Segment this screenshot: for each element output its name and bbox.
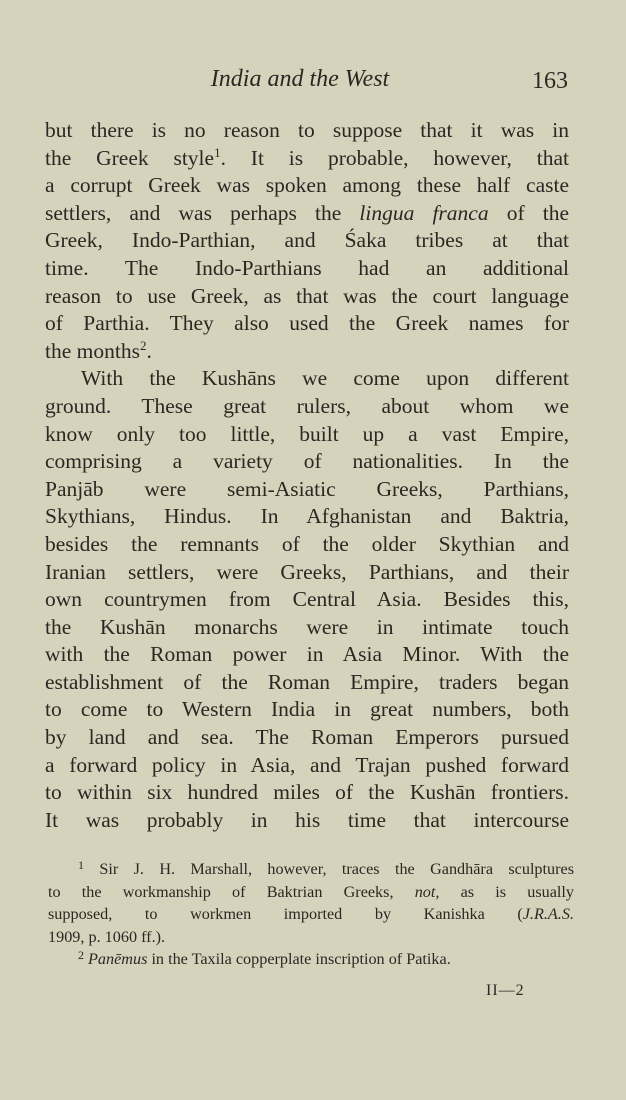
text-line: establishment of the Roman Empire, traders began [45, 669, 569, 694]
text-line: besides the remnants of the older Skythian and [45, 531, 569, 556]
text-line: settlers, and was perhaps the lingua franca of the [45, 200, 569, 225]
text-line: ground. These great rulers, about whom we [45, 393, 569, 418]
footnote-line: 1909, p. 1060 ff.). [48, 927, 166, 946]
text-line: the Kushān monarchs were in intimate touch [45, 614, 569, 639]
text-line: Panjāb were semi-Asiatic Greeks, Parthians, [45, 476, 569, 501]
footnote-mark: 1 [78, 858, 84, 872]
text-line: With the Kushāns we come upon different [81, 366, 569, 391]
footnote-line: to the workmanship of Baktrian Greeks, not, as is usually [48, 882, 575, 901]
text-line: Skythians, Hindus. In Afghanistan and Baktria, [45, 504, 569, 529]
footnote-ref: 2 [139, 337, 147, 353]
footnotes [48, 858, 574, 971]
text-line: Greek, Indo-Parthian, and Śaka tribes at that [45, 228, 569, 253]
signature-mark: II—2 [486, 982, 525, 999]
text-line: own countrymen from Central Asia. Besides this, [45, 587, 569, 612]
text-line: time. The Indo-Parthians had an additional [45, 255, 569, 280]
text-line: know only too little, built up a vast Empire, [45, 421, 569, 446]
footnote-mark: 2 [78, 948, 84, 963]
text-line: Iranian settlers, were Greeks, Parthians, and their [45, 559, 569, 584]
text-line: the months$^2$. [45, 337, 152, 363]
body-text [45, 117, 569, 834]
text-line: reason to use Greek, as that was the court language [45, 283, 569, 308]
text-line: comprising a variety of nationalities. In the [45, 449, 569, 474]
text-line: It was probably in his time that intercourse [45, 807, 569, 832]
footnote-line: $^2$ Panēmus in the Taxila copperplate inscription of Patika. [78, 948, 451, 969]
text-line: a corrupt Greek was spoken among these half caste [45, 173, 569, 198]
footnote-line: supposed, to workmen imported by Kanishka (J.R.A.S. [48, 905, 574, 924]
text-line: but there is no reason to suppose that it was in [45, 118, 569, 142]
text-line: by land and sea. The Roman Emperors pursued [45, 725, 569, 750]
footnote-ref: 1 [214, 144, 221, 160]
text-line: of Parthia. They also used the Greek names for [45, 311, 569, 336]
running-title: India and the West [210, 66, 390, 92]
page-number: 163 [532, 68, 568, 94]
italic-term: lingua franca [359, 200, 489, 225]
running-head [0, 66, 626, 100]
text-line: a forward policy in Asia, and Trajan pushed forward [45, 752, 569, 777]
footnote-line: $^1$ Sir J. H. Marshall, however, traces the Gandhāra sculptures [78, 858, 574, 878]
text-line: to within six hundred miles of the Kushān frontiers. [45, 780, 569, 805]
text-line: with the Roman power in Asia Minor. With the [45, 642, 569, 667]
text-line: the Greek style$^1$. It is probable, however, that [45, 144, 569, 170]
text-line: to come to Western India in great numbers, both [45, 697, 569, 722]
